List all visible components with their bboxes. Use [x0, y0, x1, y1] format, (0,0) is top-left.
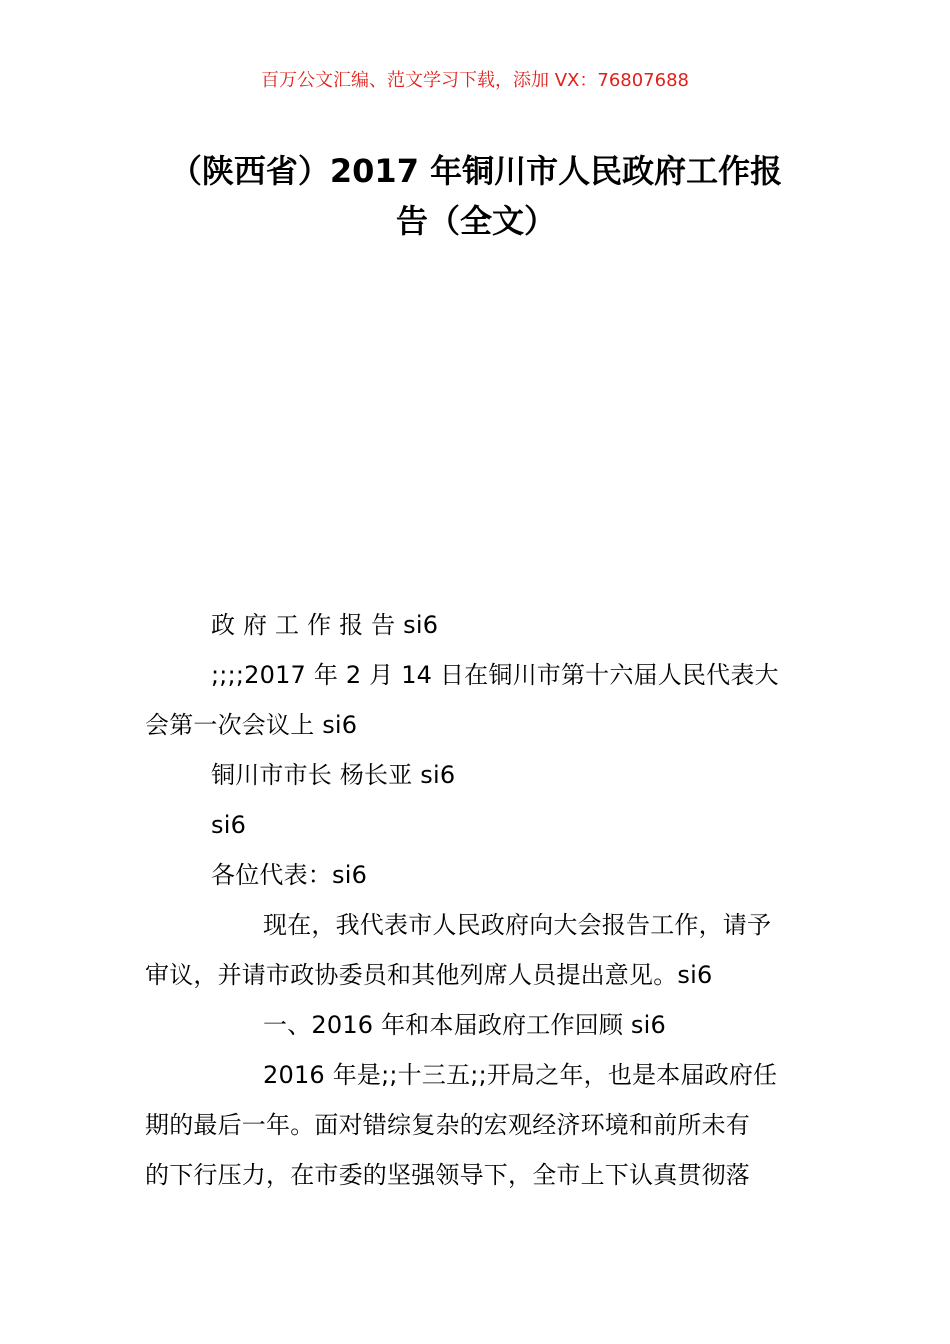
title-line-1: （陕西省）2017 年铜川市人民政府工作报	[169, 152, 783, 190]
blank-marker-line: si6	[211, 811, 247, 839]
date-line-1: ;;;;2017 年 2 月 14 日在铜川市第十六届人民代表大	[211, 661, 779, 689]
report-label: 政 府 工 作 报 告 si6	[211, 611, 439, 639]
paragraph-line-2: 期的最后一年。面对错综复杂的宏观经济环境和前所未有	[145, 1111, 750, 1139]
salutation-line: 各位代表：si6	[211, 861, 368, 889]
section-heading: 一、2016 年和本届政府工作回顾 si6	[263, 1011, 666, 1039]
paragraph-line-3: 的下行压力，在市委的坚强领导下，全市上下认真贯彻落	[145, 1161, 750, 1189]
document-body	[145, 600, 807, 1200]
speaker-line: 铜川市市长 杨长亚 si6	[211, 761, 456, 789]
intro-line-2: 审议，并请市政协委员和其他列席人员提出意见。si6	[145, 961, 713, 989]
watermark-header: 百万公文汇编、范文学习下载，添加 VX：76807688	[261, 70, 689, 91]
intro-line-1: 现在，我代表市人民政府向大会报告工作，请予	[263, 911, 772, 939]
title-line-2: 告（全文）	[395, 202, 556, 240]
date-line-2: 会第一次会议上 si6	[145, 711, 358, 739]
document-title	[145, 146, 807, 246]
paragraph-line-1: 2016 年是;;十三五;;开局之年，也是本届政府任	[263, 1061, 778, 1089]
